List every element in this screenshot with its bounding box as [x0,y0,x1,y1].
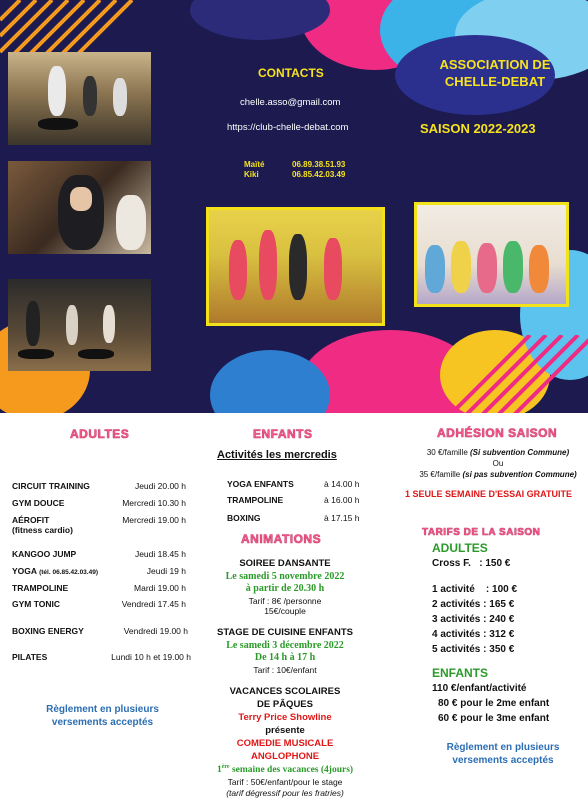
photo-kangoo-jump [206,207,385,326]
photo-kids-yoga [414,202,569,307]
tarif-activity: 4 activités : 312 € [432,629,515,640]
adhesion-price: 30 €/famille [426,448,470,457]
photo-figure [503,241,523,293]
adhesion-note: (si pas subvention Commune) [462,470,577,479]
season-title: SAISON 2022-2023 [420,121,536,136]
vacances-week-text: semaine des vacances (4jours) [229,765,354,776]
photo-figure [451,241,471,293]
photo-figure [289,234,307,300]
enfants-title: ENFANTS [253,427,313,441]
class-name: PILATES [12,652,48,662]
cuisine-hours: De 14 h à 17 h [254,652,316,663]
association-name-line: ASSOCIATION DE [439,57,551,72]
decor-stripes-bottomright [450,335,588,413]
photo-trampoline [38,118,78,130]
soiree-date: Le samedi 5 novembre 2022 [225,571,345,582]
class-time: Lundi 10 h et 19.00 h [111,652,191,662]
photo-face [70,187,92,211]
adhesion-title: ADHÉSION SAISON [437,426,558,440]
vacances-week-number: 1 [216,765,222,776]
photo-dance-hats [8,161,151,254]
vacances-price: Tarif : 50€/enfant/pour le stage [227,777,343,787]
class-time: Vendredi 19.00 h [123,626,188,636]
enfants-class-name: TRAMPOLINE [227,495,284,505]
enfants-class-time: à 16.00 h [324,495,360,505]
class-time: Mercredi 19.00 h [122,515,186,525]
photo-trampoline [78,349,114,359]
soiree-price-couple: 15€/couple [264,606,306,616]
adhesion-note: (Si subvention Commune) [470,448,570,457]
class-name: AÉROFIT [12,515,50,525]
photo-figure [48,66,66,116]
enfants-class-name: YOGA ENFANTS [227,479,294,489]
enfants-class-time: à 17.15 h [324,513,360,523]
photo-figure [116,195,146,250]
photo-figure [477,243,497,293]
adultes-payment-note [20,703,185,729]
adhesion-line1 [408,448,588,457]
class-time: Vendredi 17.45 h [121,599,186,609]
class-name [12,566,98,576]
tarif-activity: 3 activités : 240 € [432,614,515,625]
tarif-activity: 5 activités : 350 € [432,644,515,655]
payment-note-line: versements acceptés [51,717,154,728]
class-time: Mercredi 10.30 h [122,498,186,508]
enfants-subtitle: Activités les mercredis [217,449,337,461]
contact-email[interactable]: chelle.asso@gmail.com [240,97,341,108]
photo-figure [103,305,115,343]
adultes-title: ADULTES [70,427,130,441]
adhesion-ou: Ou [492,459,504,468]
tarifs-adultes-title: ADULTES [432,541,488,555]
class-name: GYM DOUCE [12,498,65,508]
cuisine-price: Tarif : 10€/enfant [253,665,317,675]
vacances-price-note: (tarif dégressif pour les fratries) [226,788,344,798]
contact-name: Kiki [244,170,259,179]
photo-figure [324,238,342,300]
photo-figure [529,245,549,293]
cuisine-date: Le samedi 3 décembre 2022 [226,640,344,651]
photo-figure [113,78,127,116]
class-name: GYM TONIC [12,599,61,609]
animations-title: ANIMATIONS [241,532,322,546]
class-name-text: YOGA [12,566,37,576]
photo-trampoline [18,349,54,359]
vacances-title-line2: DE PÂQUES [257,699,313,710]
contact-phone: 06.89.38.51.93 [292,160,346,169]
enfants-class-time: à 14.00 h [324,479,360,489]
photo-figure [229,240,247,300]
class-name: KANGOO JUMP [12,549,77,559]
association-name [420,56,570,90]
photo-figure [66,305,78,345]
class-time: Jeudi 18.45 h [134,549,186,559]
tarif-enfant: 60 € pour le 3me enfant [438,713,550,724]
adhesion-price: 35 €/famille [419,470,463,479]
cuisine-title: STAGE DE CUISINE ENFANTS [216,627,353,638]
contacts-title: CONTACTS [258,66,324,80]
payment-note-line: versements acceptés [452,755,554,766]
tarif-activity: 1 activité : 100 € [432,584,518,595]
class-time: Mardi 19.00 h [134,583,186,593]
photo-figure [26,301,40,346]
payment-note-line: Règlement en plusieurs [46,704,159,715]
photo-figure [259,230,277,300]
vacances-week [195,764,375,775]
tarif-enfant: 80 € pour le 2me enfant [438,698,550,709]
trial-week-note: 1 SEULE SEMAINE D'ESSAI GRATUITE [405,489,572,499]
class-name: TRAMPOLINE [12,583,69,593]
soiree-price: Tarif : 8€ /personne [248,596,322,606]
soiree-title: SOIREE DANSANTE [239,558,331,569]
class-name: CIRCUIT TRAINING [12,481,90,491]
vacances-show: COMEDIE MUSICALE [236,738,334,749]
tarif-enfant: 110 €/enfant/activité [432,683,527,694]
adhesion-line2 [408,470,588,479]
enfants-class-name: BOXING [227,513,261,523]
class-subtitle: (fitness cardio) [12,525,73,535]
class-time: Jeudi 19 h [146,566,186,576]
tarifs-payment-note [418,741,588,767]
tarif-crossfit: Cross F. : 150 € [432,558,511,569]
vacances-presents: présente [265,725,305,736]
class-time: Jeudi 20.00 h [134,481,186,491]
photo-gym-trampolines [8,279,151,371]
soiree-time: à partir de 20.30 h [245,583,325,594]
association-name-line: CHELLE-DEBAT [444,74,546,89]
photo-figure [83,76,97,116]
payment-note-line: Règlement en plusieurs [446,742,560,753]
tarifs-enfants-title: ENFANTS [432,666,489,680]
vacances-title: VACANCES SCOLAIRES [229,686,341,697]
vacances-presenter: Terry Price Showline [238,712,332,723]
class-phone: (tél. 06.85.42.03.49) [39,569,98,576]
vacances-show-line2: ANGLOPHONE [250,751,320,762]
tarifs-title: TARIFS DE LA SAISON [422,527,541,538]
contact-website[interactable]: https://club-chelle-debat.com [227,122,349,133]
class-name: BOXING ENERGY [12,626,84,636]
contact-phone: 06.85.42.03.49 [292,170,346,179]
vacances-week-sup: ère [221,764,230,770]
photo-trampoline-class [8,52,151,145]
contact-name: Maïté [244,160,265,169]
decor-stripes-topleft [0,0,140,60]
tarif-activity: 2 activités : 165 € [432,599,515,610]
photo-figure [425,245,445,293]
